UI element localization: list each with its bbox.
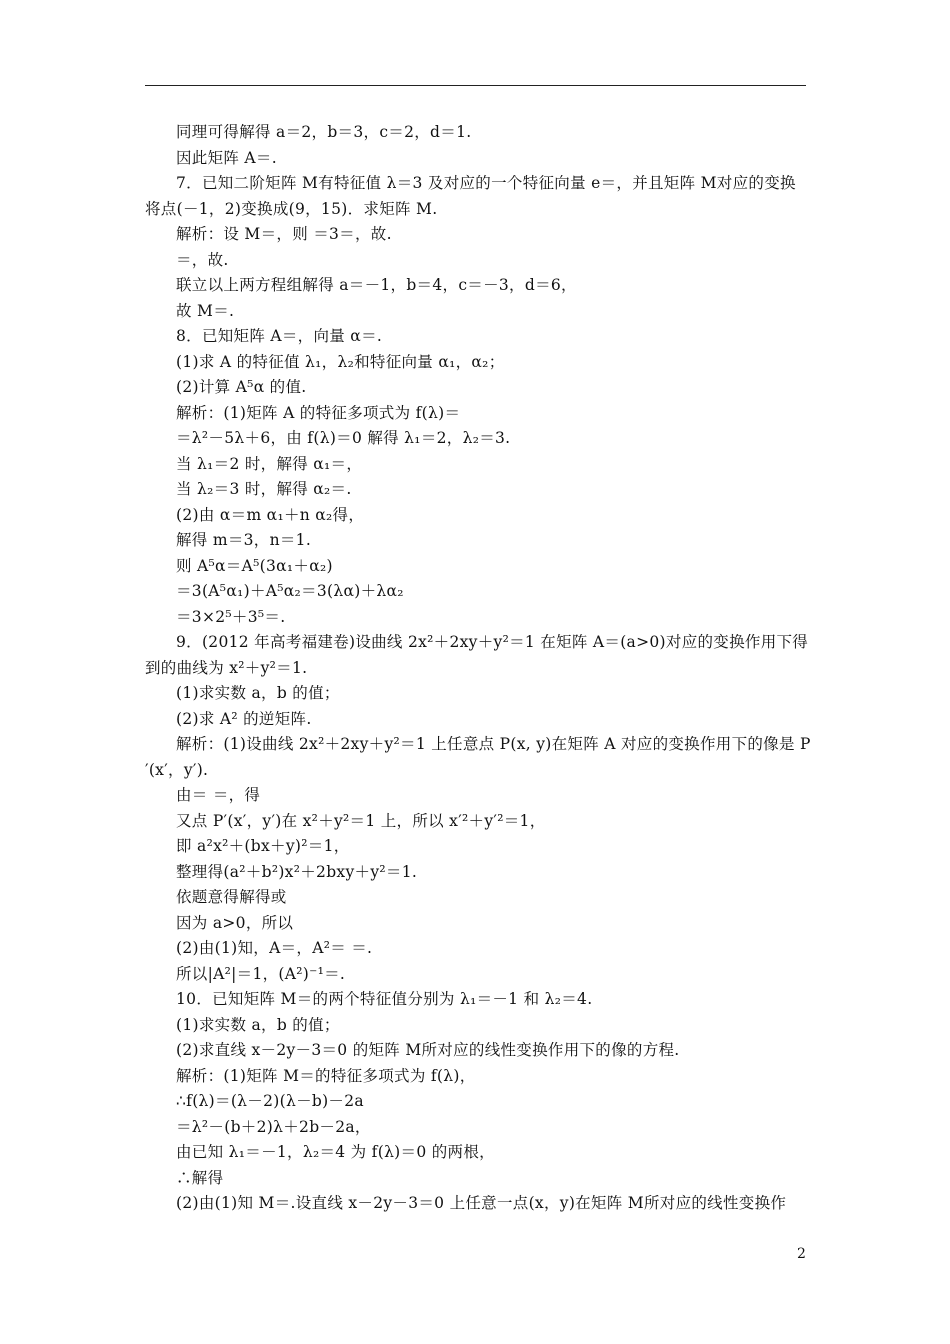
text-line: (2)由(1)知 M＝.设直线 x－2y－3＝0 上任意一点(x，y)在矩阵 M所对应的线性变换作	[176, 1194, 787, 1212]
problem-8-stem: 8．已知矩阵 A＝，向量 α＝.	[176, 327, 383, 345]
document-body	[145, 120, 810, 1217]
text-line: 联立以上两方程组解得 a＝－1，b＝4，c＝－3，d＝6，	[176, 276, 577, 294]
text-line: 由已知 λ₁＝－1，λ₂＝4 为 f(λ)＝0 的两根，	[176, 1143, 495, 1161]
text-line: ＝λ²－5λ＋6，由 f(λ)＝0 解得 λ₁＝2，λ₂＝3.	[176, 429, 511, 447]
text-line: 则 A⁵α＝A⁵(3α₁＋α₂)	[176, 556, 333, 575]
text-line: (2)求 A² 的逆矩阵.	[176, 709, 312, 728]
text-line: 当 λ₂＝3 时，解得 α₂＝.	[176, 480, 352, 498]
solution-7: 解析：设 M＝，则 ＝3＝，故.	[176, 225, 392, 243]
text-line: 故 M＝.	[176, 301, 235, 320]
text-line: ＝3×2⁵＋3⁵＝.	[176, 607, 286, 626]
text-line: 由＝ ＝，得	[176, 786, 261, 804]
problem-10-stem: 10．已知矩阵 M＝的两个特征值分别为 λ₁＝－1 和 λ₂＝4.	[176, 990, 593, 1008]
text-line: ＝，故.	[176, 250, 229, 269]
text-line: 将点(－1，2)变换成(9，15)．求矩阵 M.	[145, 199, 438, 218]
text-line: 因此矩阵 A＝.	[176, 148, 277, 167]
text-line: 依题意得解得或	[176, 888, 287, 906]
text-line: ＝λ²－(b＋2)λ＋2b－2a，	[176, 1117, 371, 1136]
text-line: (1)求实数 a，b 的值；	[176, 1015, 340, 1034]
text-line: 到的曲线为 x²＋y²＝1.	[145, 658, 308, 677]
text-line: 当 λ₁＝2 时，解得 α₁＝，	[176, 454, 363, 473]
text-line: (1)求 A 的特征值 λ₁，λ₂和特征向量 α₁，α₂；	[176, 352, 505, 371]
header-rule	[145, 85, 806, 86]
problem-7-stem: 7．已知二阶矩阵 M有特征值 λ＝3 及对应的一个特征向量 e＝，并且矩阵 M对应的变换	[176, 174, 796, 192]
text-line: 整理得(a²＋b²)x²＋2bxy＋y²＝1.	[176, 862, 418, 881]
text-line: 即 a²x²＋(bx＋y)²＝1，	[176, 837, 350, 855]
solution-10: 解析：(1)矩阵 M＝的特征多项式为 f(λ)，	[176, 1066, 476, 1085]
text-line: 因为 a>0，所以	[176, 913, 294, 932]
text-line: (2)由(1)知，A＝，A²＝ ＝.	[176, 939, 373, 957]
text-line: ∴f(λ)＝(λ－2)(λ－b)－2a	[176, 1092, 364, 1110]
solution-8: 解析：(1)矩阵 A 的特征多项式为 f(λ)＝	[176, 403, 461, 422]
text-line: ′(x′，y′).	[145, 760, 209, 779]
text-line: (2)求直线 x－2y－3＝0 的矩阵 M所对应的线性变换作用下的像的方程.	[176, 1041, 680, 1059]
text-line: 同理可得解得 a＝2，b＝3，c＝2，d＝1.	[176, 123, 472, 141]
solution-9: 解析：(1)设曲线 2x²＋2xy＋y²＝1 上任意点 P(x, y)在矩阵 A 对应的变换作用下的像是 P	[176, 735, 811, 753]
text-line: (2)由 α＝m α₁＋n α₂得，	[176, 505, 365, 524]
text-line: ＝3(A⁵α₁)＋A⁵α₂＝3(λα)＋λα₂	[176, 582, 404, 600]
text-line: 解得 m＝3，n＝1.	[176, 531, 312, 549]
text-line: ∴解得	[176, 1168, 224, 1187]
page-number: 2	[797, 1246, 806, 1262]
text-line: (2)计算 A⁵α 的值.	[176, 378, 307, 396]
problem-9-stem: 9．(2012 年高考福建卷)设曲线 2x²＋2xy＋y²＝1 在矩阵 A＝(a>0)对应的变换作用下得	[176, 633, 809, 651]
text-line: 所以|A²|＝1，(A²)⁻¹＝.	[176, 964, 346, 983]
text-line: (1)求实数 a，b 的值；	[176, 684, 340, 702]
text-line: 又点 P′(x′，y′)在 x²＋y²＝1 上，所以 x′²＋y′²＝1，	[176, 811, 546, 830]
